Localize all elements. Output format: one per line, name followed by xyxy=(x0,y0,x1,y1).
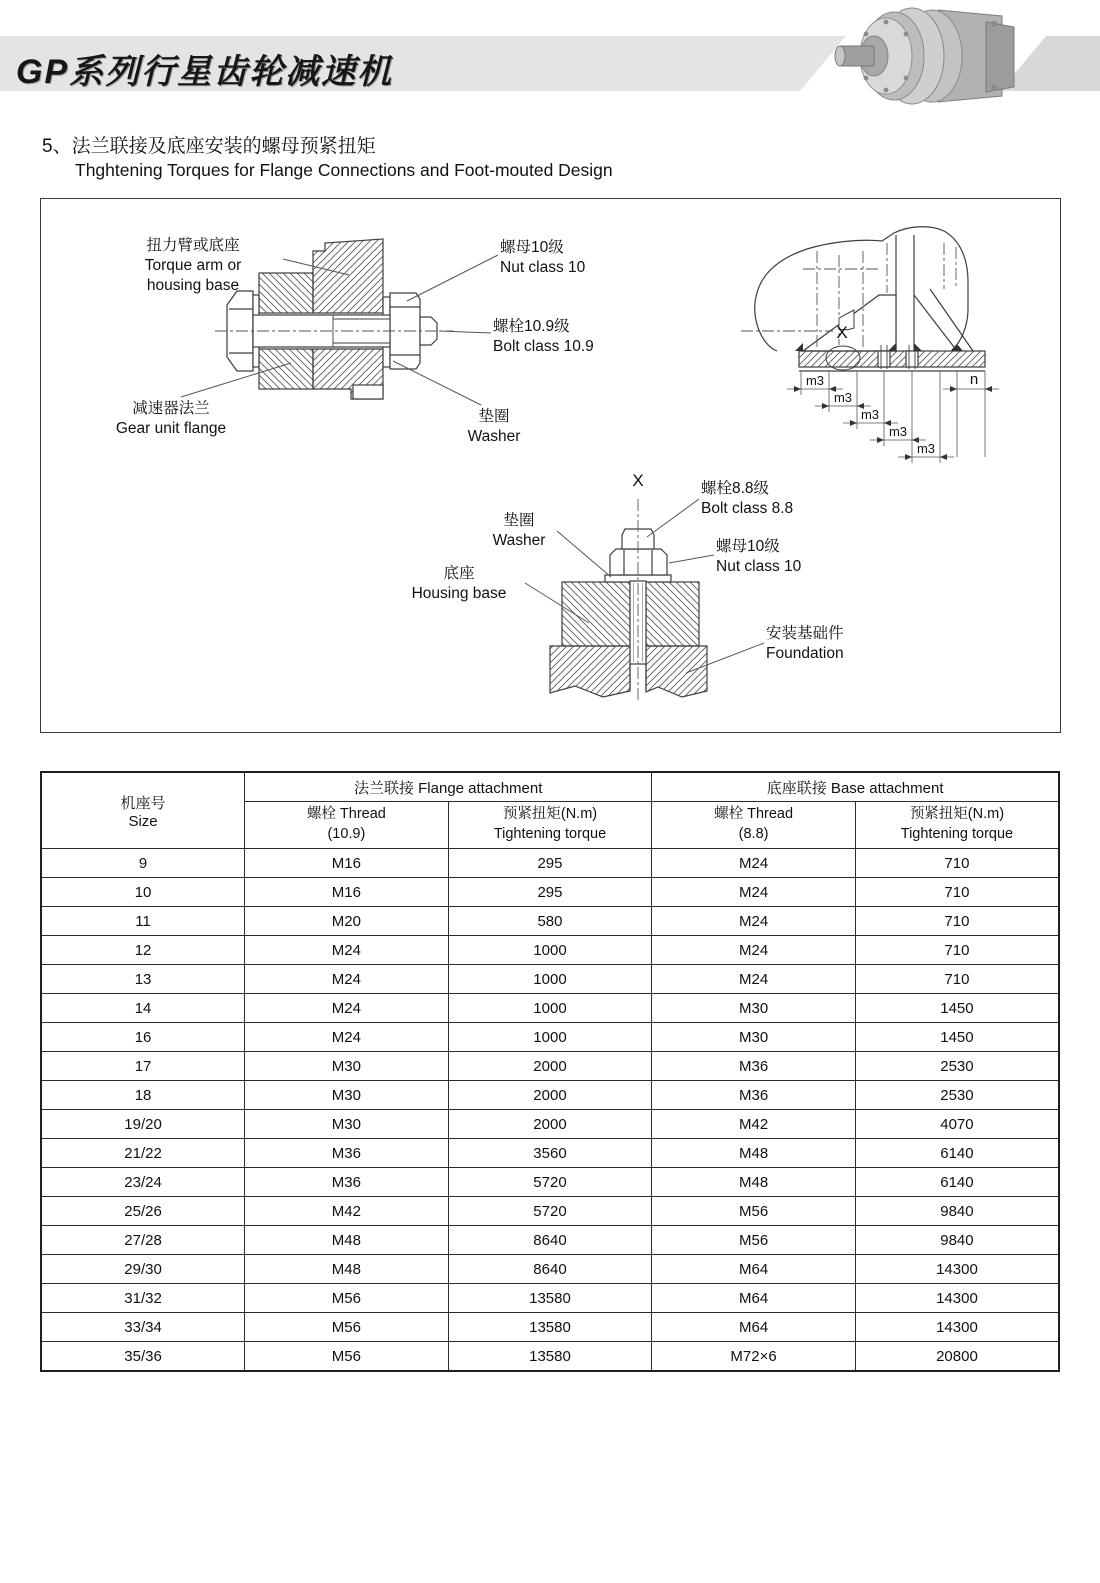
table-cell: 6140 xyxy=(855,1168,1059,1197)
table-cell: 9840 xyxy=(855,1197,1059,1226)
table-cell: M72×6 xyxy=(652,1342,856,1372)
page-title: GP系列行星齿轮减速机 xyxy=(16,53,394,91)
base-attachment-drawing xyxy=(741,227,999,463)
nut2 xyxy=(610,549,667,575)
table-cell: M48 xyxy=(652,1139,856,1168)
gearbox-photo xyxy=(835,8,1014,104)
table-cell: M24 xyxy=(652,907,856,936)
table-row xyxy=(41,1139,1059,1168)
table-cell: M24 xyxy=(652,849,856,878)
table-cell: 11 xyxy=(41,907,245,936)
table-cell: M48 xyxy=(245,1226,449,1255)
table-cell: 2000 xyxy=(448,1081,652,1110)
housing-base-section-right xyxy=(646,582,699,646)
table-cell: 5720 xyxy=(448,1197,652,1226)
label-bolt-class88: 螺栓8.8级 Bolt class 8.8 xyxy=(701,480,794,517)
table-cell: 12 xyxy=(41,936,245,965)
svg-text:m3: m3 xyxy=(860,407,880,422)
table-row xyxy=(41,907,1059,936)
table-cell: 13580 xyxy=(448,1284,652,1313)
dimension-labels xyxy=(806,371,978,456)
diagram-box xyxy=(40,198,1061,733)
table-cell: 2000 xyxy=(448,1110,652,1139)
table-row xyxy=(41,994,1059,1023)
table-cell: 1000 xyxy=(448,994,652,1023)
table-row xyxy=(41,878,1059,907)
table-cell: 710 xyxy=(855,849,1059,878)
table-cell: 1000 xyxy=(448,1023,652,1052)
table-cell: M56 xyxy=(245,1313,449,1342)
table-cell: M56 xyxy=(245,1284,449,1313)
gear-flange-section-lower xyxy=(259,349,313,389)
table-cell: 14300 xyxy=(855,1284,1059,1313)
header-base-torque: 预紧扭矩(N.m) Tightening torque xyxy=(855,802,1059,849)
table-cell: M64 xyxy=(652,1313,856,1342)
table-cell: 5720 xyxy=(448,1168,652,1197)
table-cell: 13580 xyxy=(448,1342,652,1372)
detail-x-title: X xyxy=(632,471,644,490)
table-cell: 19/20 xyxy=(41,1110,245,1139)
table-cell: 2000 xyxy=(448,1052,652,1081)
label-washer: 垫圈 Washer xyxy=(467,408,521,445)
table-cell: 21/22 xyxy=(41,1139,245,1168)
table-cell: 29/30 xyxy=(41,1255,245,1284)
table-cell: M42 xyxy=(652,1110,856,1139)
table-row xyxy=(41,1226,1059,1255)
table-cell: 20800 xyxy=(855,1342,1059,1372)
table-cell: M48 xyxy=(245,1255,449,1284)
table-cell: 9 xyxy=(41,849,245,878)
label-torque-arm: 扭力臂或底座 Torque arm or housing base xyxy=(144,237,242,294)
table-cell: 8640 xyxy=(448,1255,652,1284)
header-flange-group: 法兰联接 Flange attachment xyxy=(245,772,652,802)
table-cell: 295 xyxy=(448,878,652,907)
table-cell: 14300 xyxy=(855,1313,1059,1342)
banner-band-right xyxy=(1000,36,1100,91)
table-cell: M36 xyxy=(245,1139,449,1168)
table-cell: 710 xyxy=(855,907,1059,936)
torque-arm-section-upper xyxy=(313,239,383,313)
table-cell: M56 xyxy=(652,1197,856,1226)
svg-text:m3: m3 xyxy=(888,424,908,439)
table-cell: 2530 xyxy=(855,1052,1059,1081)
table-cell: 2530 xyxy=(855,1081,1059,1110)
table-row xyxy=(41,1081,1059,1110)
table-cell: M56 xyxy=(245,1342,449,1372)
label-washer2: 垫圈 Washer xyxy=(492,512,546,549)
table-cell: 13 xyxy=(41,965,245,994)
table-cell: M24 xyxy=(245,936,449,965)
table-cell: 710 xyxy=(855,878,1059,907)
table-row xyxy=(41,1052,1059,1081)
header-base-group: 底座联接 Base attachment xyxy=(652,772,1059,802)
table-cell: M30 xyxy=(245,1052,449,1081)
section-title-en: Thghtening Torques for Flange Connections and Foot-mouted Design xyxy=(75,160,613,181)
table-cell: M48 xyxy=(652,1168,856,1197)
header-flange-torque: 预紧扭矩(N.m) Tightening torque xyxy=(448,802,652,849)
table-cell: M64 xyxy=(652,1284,856,1313)
table-cell: 10 xyxy=(41,878,245,907)
table-row xyxy=(41,1255,1059,1284)
table-row xyxy=(41,1313,1059,1342)
table-cell: 8640 xyxy=(448,1226,652,1255)
table-cell: 14300 xyxy=(855,1255,1059,1284)
table-cell: M30 xyxy=(652,1023,856,1052)
table-row xyxy=(41,849,1059,878)
table-cell: 16 xyxy=(41,1023,245,1052)
housing-base-section-left xyxy=(562,582,630,646)
detail-x-drawing xyxy=(550,499,707,702)
table-row xyxy=(41,1110,1059,1139)
svg-text:m3: m3 xyxy=(916,441,936,456)
table-cell: 580 xyxy=(448,907,652,936)
table-cell: 13580 xyxy=(448,1313,652,1342)
label-foundation: 安装基础件 Foundation xyxy=(766,625,844,662)
table-cell: M16 xyxy=(245,878,449,907)
table-cell: M24 xyxy=(652,965,856,994)
label-housing-base: 底座 Housing base xyxy=(411,565,507,602)
table-cell: 9840 xyxy=(855,1226,1059,1255)
table-cell: M24 xyxy=(245,965,449,994)
torque-table-body xyxy=(41,849,1059,1372)
label-nut-class10: 螺母10级 Nut class 10 xyxy=(500,239,586,276)
table-cell: 295 xyxy=(448,849,652,878)
table-cell: 4070 xyxy=(855,1110,1059,1139)
table-cell: M36 xyxy=(652,1052,856,1081)
table-cell: 33/34 xyxy=(41,1313,245,1342)
table-row xyxy=(41,1342,1059,1372)
table-cell: M16 xyxy=(245,849,449,878)
table-cell: 31/32 xyxy=(41,1284,245,1313)
table-cell: 1000 xyxy=(448,936,652,965)
label-gear-flange: 减速器法兰 Gear unit flange xyxy=(115,400,227,437)
table-cell: 35/36 xyxy=(41,1342,245,1372)
table-cell: 27/28 xyxy=(41,1226,245,1255)
table-cell: M36 xyxy=(245,1168,449,1197)
svg-text:n: n xyxy=(969,371,979,388)
table-row xyxy=(41,936,1059,965)
table-cell: M56 xyxy=(652,1226,856,1255)
header-size: 机座号 Size xyxy=(41,772,245,849)
label-nut-class10b: 螺母10级 Nut class 10 xyxy=(716,538,802,575)
table-cell: 14 xyxy=(41,994,245,1023)
table-cell: 710 xyxy=(855,936,1059,965)
table-cell: 23/24 xyxy=(41,1168,245,1197)
table-cell: 6140 xyxy=(855,1139,1059,1168)
table-cell: M24 xyxy=(245,1023,449,1052)
header-base-thread: 螺栓 Thread (8.8) xyxy=(652,802,856,849)
table-cell: M36 xyxy=(652,1081,856,1110)
table-cell: 1450 xyxy=(855,1023,1059,1052)
torque-table xyxy=(40,771,1060,1372)
table-row xyxy=(41,1168,1059,1197)
table-cell: M24 xyxy=(652,878,856,907)
table-header-group-row xyxy=(41,772,1059,802)
table-cell: 1000 xyxy=(448,965,652,994)
label-bolt-class109: 螺栓10.9级 Bolt class 10.9 xyxy=(493,318,594,355)
table-row xyxy=(41,965,1059,994)
table-cell: M24 xyxy=(652,936,856,965)
foundation-section-left xyxy=(550,646,630,697)
table-cell: M24 xyxy=(245,994,449,1023)
section-heading xyxy=(42,134,613,182)
table-row xyxy=(41,1284,1059,1313)
table-cell: M42 xyxy=(245,1197,449,1226)
table-cell: 710 xyxy=(855,965,1059,994)
table-cell: M20 xyxy=(245,907,449,936)
table-cell: 25/26 xyxy=(41,1197,245,1226)
table-cell: M30 xyxy=(245,1110,449,1139)
table-cell: 17 xyxy=(41,1052,245,1081)
table-cell: M30 xyxy=(652,994,856,1023)
detail-x-marker: X xyxy=(836,323,848,342)
table-cell: 3560 xyxy=(448,1139,652,1168)
foundation-section-right xyxy=(646,646,707,697)
table-cell: M30 xyxy=(245,1081,449,1110)
table-cell: 18 xyxy=(41,1081,245,1110)
svg-text:m3: m3 xyxy=(833,390,853,405)
svg-text:m3: m3 xyxy=(805,373,825,388)
table-row xyxy=(41,1023,1059,1052)
section-title-zh: 5、法兰联接及底座安装的螺母预紧扭矩 xyxy=(42,136,376,157)
table-cell: 1450 xyxy=(855,994,1059,1023)
table-cell: M64 xyxy=(652,1255,856,1284)
table-row xyxy=(41,1197,1059,1226)
header-flange-thread: 螺栓 Thread (10.9) xyxy=(245,802,449,849)
